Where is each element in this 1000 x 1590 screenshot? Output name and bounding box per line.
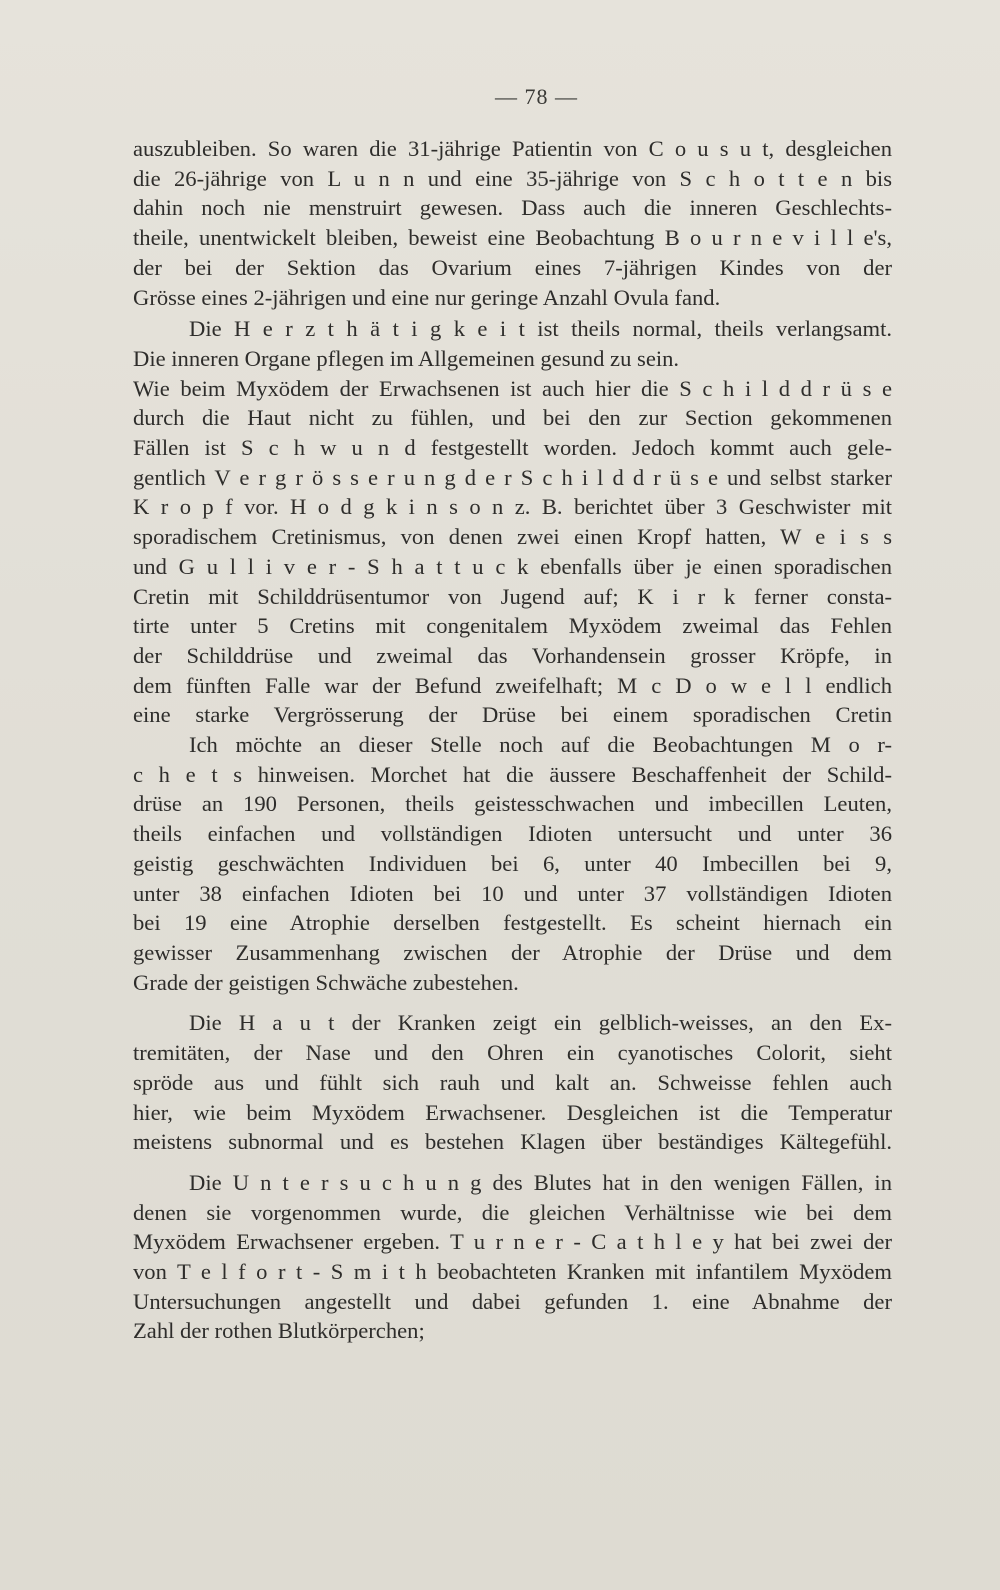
text-line: Grade der geistigen Schwäche zubestehen. (133, 969, 519, 995)
paragraph (133, 730, 892, 997)
text-line: sporadischem Cretinismus, von denen zwei einen Kropf hatten, W e i s s (133, 524, 892, 550)
text-line: meistens subnormal und es bestehen Klagen über beständiges Kältegefühl. (133, 1129, 892, 1155)
text-line: unter 38 einfachen Idioten bei 10 und unter 37 vollständigen Idioten (133, 880, 892, 906)
text-line: Die U n t e r s u c h u n g des Blutes hat in den wenigen Fällen, in (189, 1169, 892, 1195)
text-line: Myxödem Erwachsener ergeben. T u r n e r - C a t h l e y hat bei zwei der (133, 1229, 892, 1255)
text-line: Die inneren Organe pflegen im Allgemeinen gesund zu sein. (133, 345, 680, 371)
text-line: Die H e r z t h ä t i g k e i t ist theils normal, theils verlangsamt. (189, 316, 892, 342)
text-line: auszubleiben. So waren die 31-jährige Patientin von C o u s u t, desgleichen (133, 136, 892, 161)
text-line: durch die Haut nicht zu fühlen, und bei den zur Section gekommenen (133, 405, 892, 431)
text-line: denen sie vorgenommen wurde, die gleichen Verhältnisse wie bei dem (133, 1199, 892, 1225)
text-line: bei 19 eine Atrophie derselben festgestellt. Es scheint hiernach ein (133, 910, 892, 936)
text-line: Fällen ist S c h w u n d festgestellt worden. Jedoch kommt auch gele- (133, 435, 892, 461)
text-line: K r o p f vor. H o d g k i n s o n z. B. berichtet über 3 Geschwister mit (133, 494, 892, 520)
text-line: Die H a u t der Kranken zeigt ein gelblich-weisses, an den Ex- (189, 1010, 892, 1036)
text-line: theile, unentwickelt bleiben, beweist eine Beobachtung B o u r n e v i l l e's, (133, 225, 892, 251)
text-line: die 26-jährige von L u n n und eine 35-jährige von S c h o t t e n bis (133, 165, 892, 191)
text-line: der Schilddrüse und zweimal das Vorhandensein grosser Kröpfe, in (133, 642, 892, 668)
text-line: Wie beim Myxödem der Erwachsenen ist auch hier die S c h i l d d r ü s e (133, 375, 892, 401)
text-line: eine starke Vergrösserung der Drüse bei einem sporadischen Cretin (133, 702, 892, 728)
text-line: c h e t s hinweisen. Morchet hat die äussere Beschaffenheit der Schild- (133, 761, 892, 787)
text-line: hier, wie beim Myxödem Erwachsener. Desgleichen ist die Temperatur (133, 1099, 892, 1125)
text-line: Untersuchungen angestellt und dabei gefunden 1. eine Abnahme der (133, 1288, 892, 1314)
text-line: und G u l l i v e r - S h a t t u c k ebenfalls über je einen sporadischen (133, 553, 892, 579)
text-line: dahin noch nie menstruirt gewesen. Dass auch die inneren Geschlechts- (133, 195, 892, 221)
paragraph (133, 314, 892, 730)
text-line: Ich möchte an dieser Stelle noch auf die Beobachtungen M o r- (189, 732, 892, 758)
text-line: drüse an 190 Personen, theils geistesschwachen und imbecillen Leuten, (133, 791, 892, 817)
paragraph (133, 1008, 892, 1157)
text-line: Cretin mit Schilddrüsentumor von Jugend auf; K i r k ferner consta- (133, 583, 892, 609)
text-line: gewisser Zusammenhang zwischen der Atrophie der Drüse und dem (133, 939, 892, 965)
page-number: — 78 — (495, 84, 578, 109)
text-line: geistig geschwächten Individuen bei 6, unter 40 Imbecillen bei 9, (133, 850, 892, 876)
paragraph (133, 134, 892, 312)
text-line: der bei der Sektion das Ovarium eines 7-jährigen Kindes von der (133, 254, 892, 280)
text-line: theils einfachen und vollständigen Idioten untersucht und unter 36 (133, 821, 892, 847)
text-line: Grösse eines 2-jährigen und eine nur geringe Anzahl Ovula fand. (133, 284, 721, 310)
text-line: spröde aus und fühlt sich rauh und kalt an. Schweisse fehlen auch (133, 1069, 892, 1095)
text-line: tremitäten, der Nase und den Ohren ein cyanotisches Colorit, sieht (133, 1040, 892, 1066)
text-line: tirte unter 5 Cretins mit congenitalem Myxödem zweimal das Fehlen (133, 613, 892, 639)
text-line: gentlich V e r g r ö s s e r u n g d e r S c h i l d d r ü s e und selbst starker (133, 464, 892, 490)
paragraph (133, 1168, 892, 1346)
text-line: von T e l f o r t - S m i t h beobachteten Kranken mit infantilem Myxödem (133, 1259, 892, 1285)
text-line: dem fünften Falle war der Befund zweifelhaft; M c D o w e l l endlich (133, 672, 892, 698)
text-line: Zahl der rothen Blutkörperchen; (133, 1318, 425, 1344)
